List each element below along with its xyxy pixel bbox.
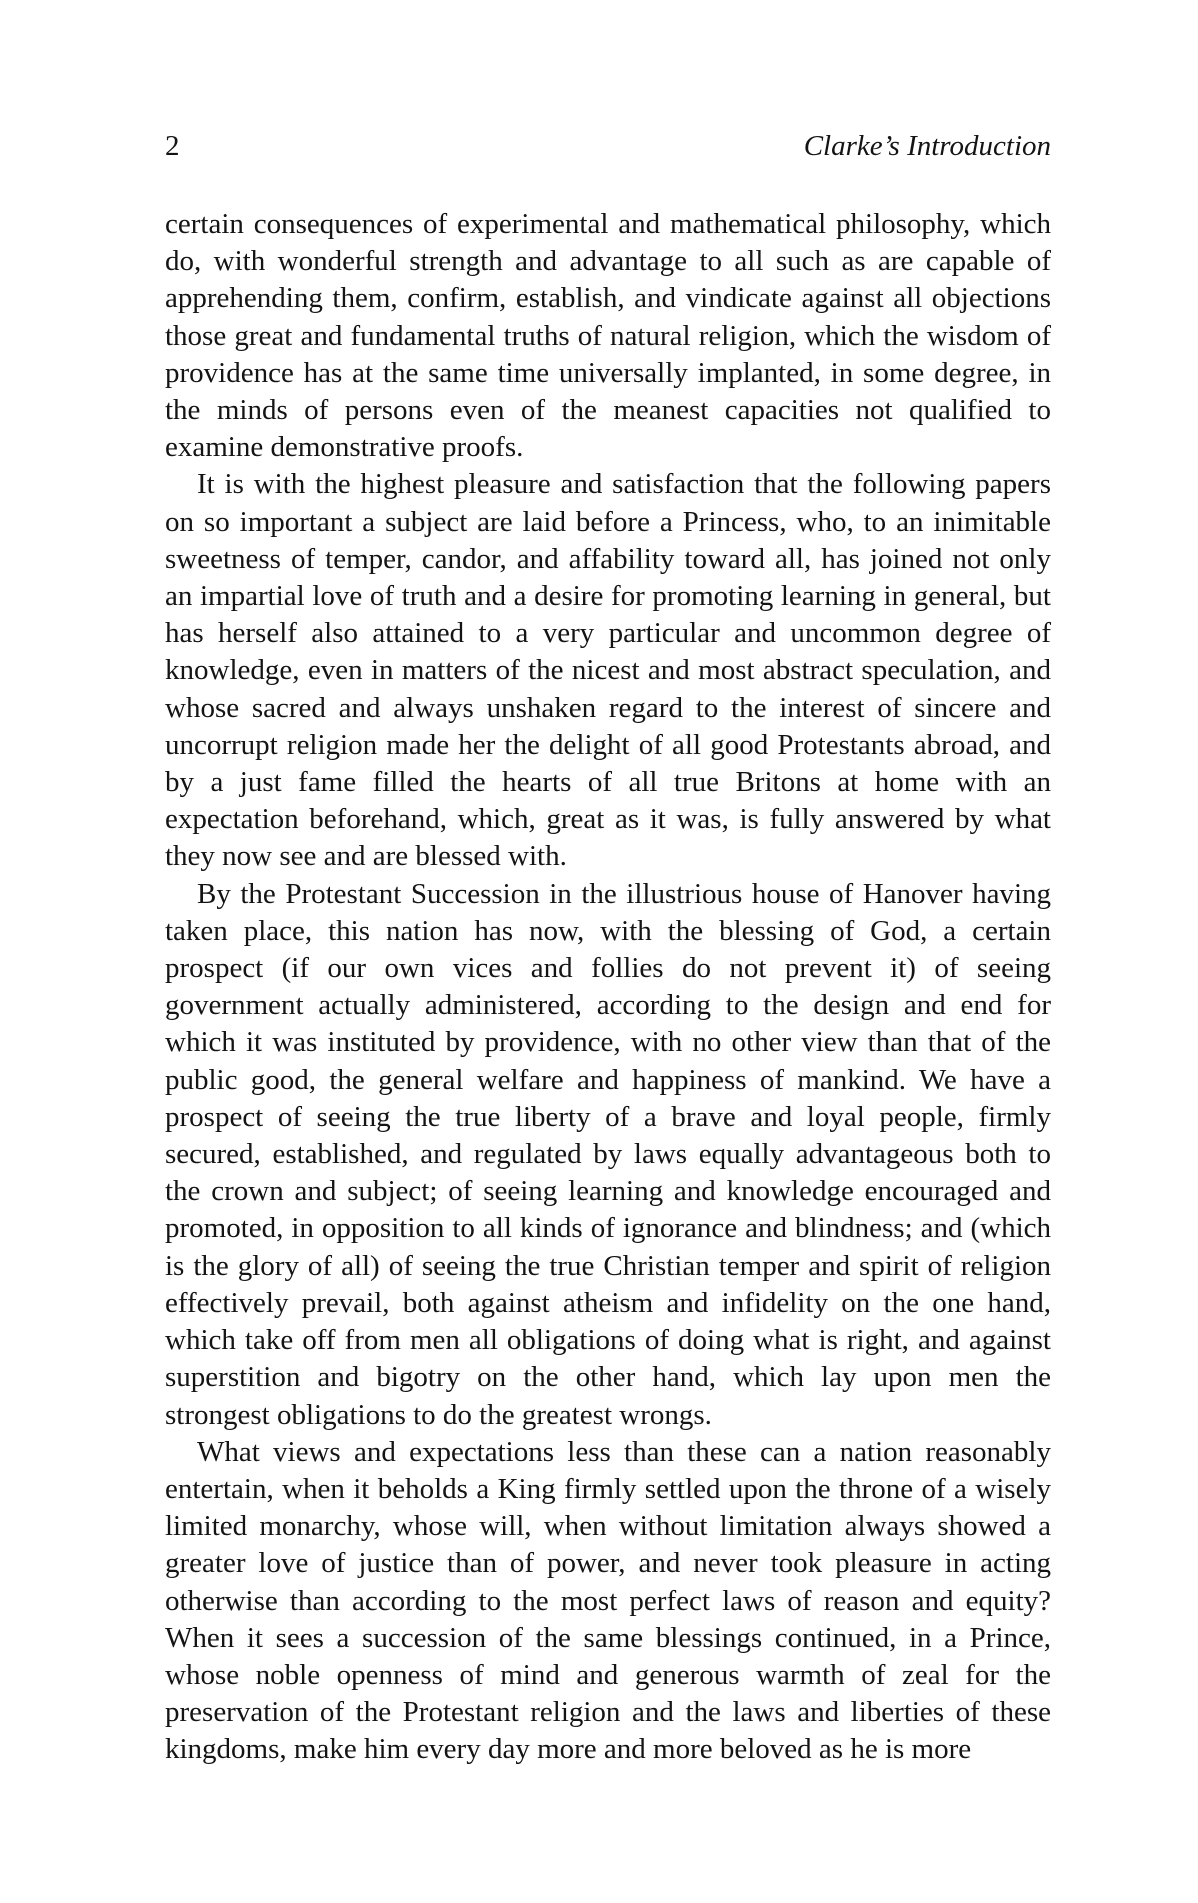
paragraph: It is with the highest pleasure and satisfaction that the following papers on so important a subject are laid before a Princess, who, to an inimitable sweetness of temper, candor, and affability toward all, has joined not only an impartial love of truth and a desire for promoting learning in general, but has herself also attained to a very particular and uncommon degree of knowledge, even in matters of the nicest and most abstract speculation, and whose sacred and always unshaken regard to the interest of sincere and uncorrupt religion made her the delight of all good Protestants abroad, and by a just fame filled the hearts of all true Britons at home with an expectation beforehand, which, great as it was, is fully answered by what they now see and are blessed with. xyxy=(165,468,1051,873)
running-title: Clarke’s Introduction xyxy=(803,130,1051,162)
paragraph-continued: certain consequences of experimental and mathematical philosophy, which do, with wonderful strength and advantage to all such as are capable of apprehending them, confirm, establish, and vindicate against all objections those great and fundamental truths of natural religion, which the wisdom of providence has at the same time universally implanted, in some degree, in the minds of persons even of the meanest capacities not qualified to examine demonstrative proofs. xyxy=(165,208,1051,464)
paragraph: By the Protestant Succession in the illustrious house of Hanover having taken place, this nation has now, with the blessing of God, a certain prospect (if our own vices and follies do not prevent it) of seeing government actually administered, according to the design and end for which it was instituted by providence, with no other view than that of the public good, the general welfare and happiness of mankind. We have a prospect of seeing the true liberty of a brave and loyal people, firmly secured, established, and regulated by laws equally advantageous both to the crown and subject; of seeing learning and knowledge encouraged and promoted, in opposition to all kinds of ignorance and blindness; and (which is the glory of all) of seeing the true Christian temper and spirit of religion effectively prevail, both against atheism and infidelity on the one hand, which take off from men all obligations of doing what is right, and against superstition and bigotry on the other hand, which lay upon men the strongest obligations to do the greatest wrongs. xyxy=(165,877,1051,1431)
running-head xyxy=(165,126,1051,166)
paragraph: What views and expectations less than these can a nation reasonably entertain, when it beholds a King firmly settled upon the throne of a wisely limited monarchy, whose will, when without limitation always showed a greater love of justice than of power, and never took pleasure in acting otherwise than according to the most perfect laws of reason and equity? When it sees a succession of the same blessings continued, in a Prince, whose noble openness of mind and generous warmth of zeal for the preservation of the Protestant religion and the laws and liberties of these kingdoms, make him every day more and more beloved as he is more xyxy=(165,1435,1051,1766)
page-number: 2 xyxy=(165,130,180,162)
body-text xyxy=(165,206,1051,1769)
